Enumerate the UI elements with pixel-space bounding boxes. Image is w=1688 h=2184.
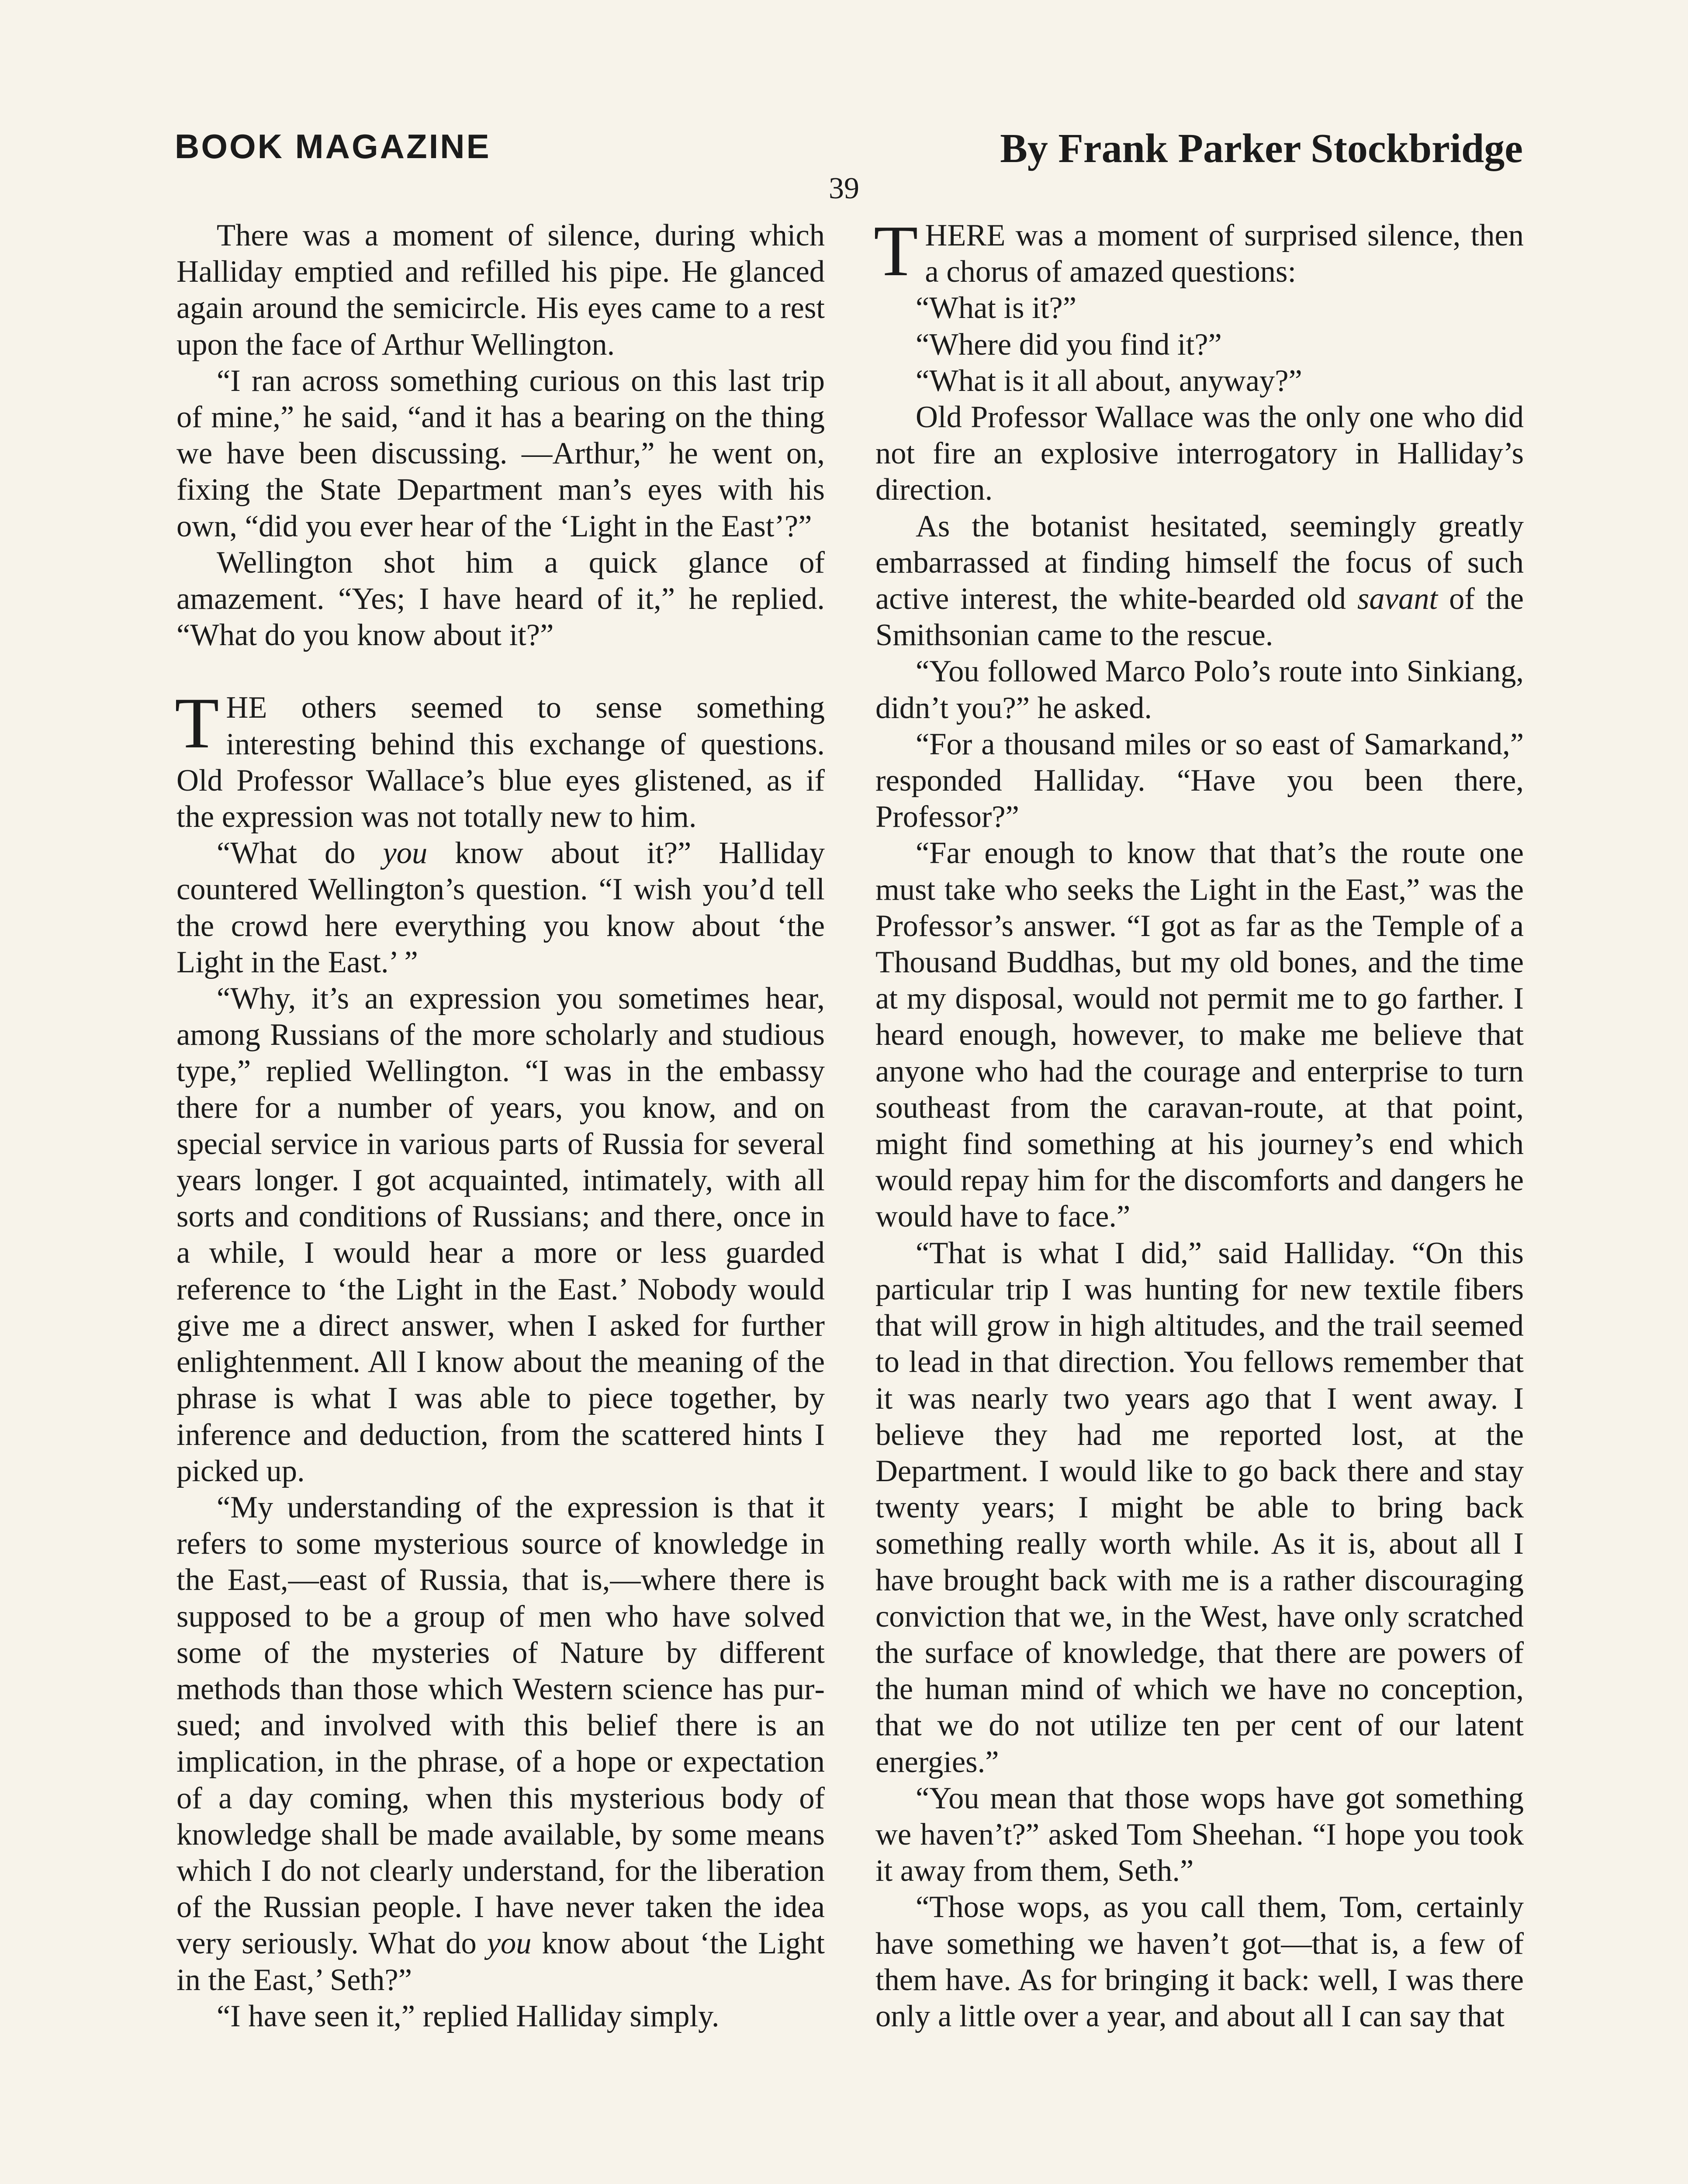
paragraph: There was a moment of silence, during which Halliday emptied and refilled his pipe. He glanced again around the semicircle. His eyes came to a rest upon the face of Arthur Wellington. — [176, 218, 825, 362]
left-column — [176, 218, 825, 2035]
paragraph: “You followed Marco Polo’s route into Sinkiang, didn’t you?” he asked. — [875, 654, 1524, 725]
paragraph-text: As the botanist hesitated, seemingly greatly embarrassed at finding himself the focus of such active interest, the white-bearded old — [875, 509, 1524, 616]
right-column — [874, 211, 1524, 2035]
emphasis: you — [487, 1926, 532, 1961]
paragraph: “That is what I did,” said Halliday. “On this particular trip I was hunting for new textile fibers that will grow in high altitudes, and the trail seemed to lead in that direction. You fellows remember that it was nearly two years ago that I went away. I believe they had me reported lost, at the Department. I would like to go back there and stay twenty years; I might be able to bring back something really worth while. As it is, about all I have brought back with me is a rather discouraging conviction that we, in the West, have only scratched the surface of knowledge, that there are powers of the human mind of which we have no conception, that we do not utilize ten per cent of our latent energies.” — [875, 1236, 1524, 1779]
paragraph-text: “My understanding of the expression is that it refers to some mysterious source of knowledge in the East,—east of Russia, that is,—where there is supposed to be a group of men who have solved some of the mysteries of Nature by different methods than those which Western science has pursued; and involved with this belief there is an implication, in the phrase, of a hope or expectation of a day coming, when this mysterious body of knowledge shall be made available, by some means which I do not clearly understand, for the liberation of the Russian people. I have never taken the idea very seriously. What do — [176, 1490, 825, 1961]
paragraph: “What is it all about, anyway?” — [916, 363, 1302, 398]
paragraph — [875, 508, 1524, 654]
drop-cap: T — [874, 211, 918, 291]
paragraph: “You mean that those wops have got something we haven’t?” asked Tom Sheehan. “I hope you took it away from them, Seth.” — [875, 1781, 1524, 1888]
drop-cap: T — [175, 683, 219, 764]
paragraph: “What is it?” — [916, 291, 1076, 325]
paragraph: “I ran across something curious on this last trip of mine,” he said, “and it has a bearing on the thing we have been discussing. —Arthur,” he went on, fixing the State Department man’s eyes with his own, “did you ever hear of the ‘Light in the East’?” — [176, 363, 825, 543]
paragraph-text: HERE was a moment of surprised silence, then a chorus of amazed questions: — [925, 218, 1524, 289]
paragraph-text: know about it?” Halliday countered Wellington’s question. “I wish you’d tell the crowd here everything you know about ‘the Light in the East.’ ” — [176, 836, 825, 979]
paragraph: “Those wops, as you call them, Tom, certainly have something we haven’t got—that is, a few of them have. As for bringing it back: well, I was there only a little over a year, and about all I can say that — [875, 1890, 1524, 2033]
paragraph: Old Professor Wallace was the only one who did not fire an explosive interrogatory in Halliday’s direction. — [875, 400, 1524, 507]
paragraph: “Far enough to know that that’s the route one must take who seeks the Light in the East,” was the Professor’s answer. “I got as far as the Temple of a Thousand Buddhas, but my old bones, and the time at my disposal, would not permit me to go farther. I heard enough, however, to make me believe that anyone who had the courage and enterprise to turn southeast from the caravan-route, at that point, might find something at his journey’s end which would repay him for the discomforts and dangers he would have to face.” — [875, 836, 1524, 1234]
paragraph: “Where did you find it?” — [916, 327, 1222, 362]
paragraph — [176, 835, 825, 981]
paragraph: “I have seen it,” replied Halliday simply. — [217, 1999, 719, 2033]
paragraph-text: HE others seemed to sense something interesting behind this exchange of questions. Old Professor Wallace’s blue eyes glistened, as if the expression was not totally new to him. — [176, 691, 825, 834]
paragraph-with-dropcap — [175, 683, 825, 835]
paragraph: “Why, it’s an expression you sometimes hear, among Russians of the more scholarly and studious type,” replied Wellington. “I was in the embassy there for a number of years, you know, and on special service in various parts of Russia for several years longer. I got acquainted, intimately, with all sorts and conditions of Russians; and there, once in a while, I would hear a more or less guarded reference to ‘the Light in the East.’ Nobody would give me a direct answer, when I asked for further enlightenment. All I know about the meaning of the phrase is what I was able to piece together, by inference and deduction, from the scattered hints I picked up. — [176, 981, 825, 1488]
paragraph: “For a thousand miles or so east of Samarkand,” responded Halliday. “Have you been there, Professor?” — [875, 727, 1524, 834]
emphasis: savant — [1357, 582, 1438, 616]
magazine-title: BOOK MAGAZINE — [175, 127, 491, 166]
author-byline: By Frank Parker Stockbridge — [1000, 126, 1523, 171]
paragraph-with-dropcap — [874, 211, 1524, 291]
paragraph — [176, 1489, 825, 1998]
paragraph: Wellington shot him a quick glance of amazement. “Yes; I have heard of it,” he replied. “What do you know about it?” — [176, 545, 825, 653]
paragraph-text: know about ‘the Light in the East,’ Seth?” — [176, 1926, 825, 1997]
emphasis: you — [383, 836, 428, 871]
paragraph-text: “What do — [217, 836, 383, 871]
page-number: 39 — [829, 172, 859, 205]
paragraph-text: of the Smithsonian came to the rescue. — [875, 582, 1524, 653]
